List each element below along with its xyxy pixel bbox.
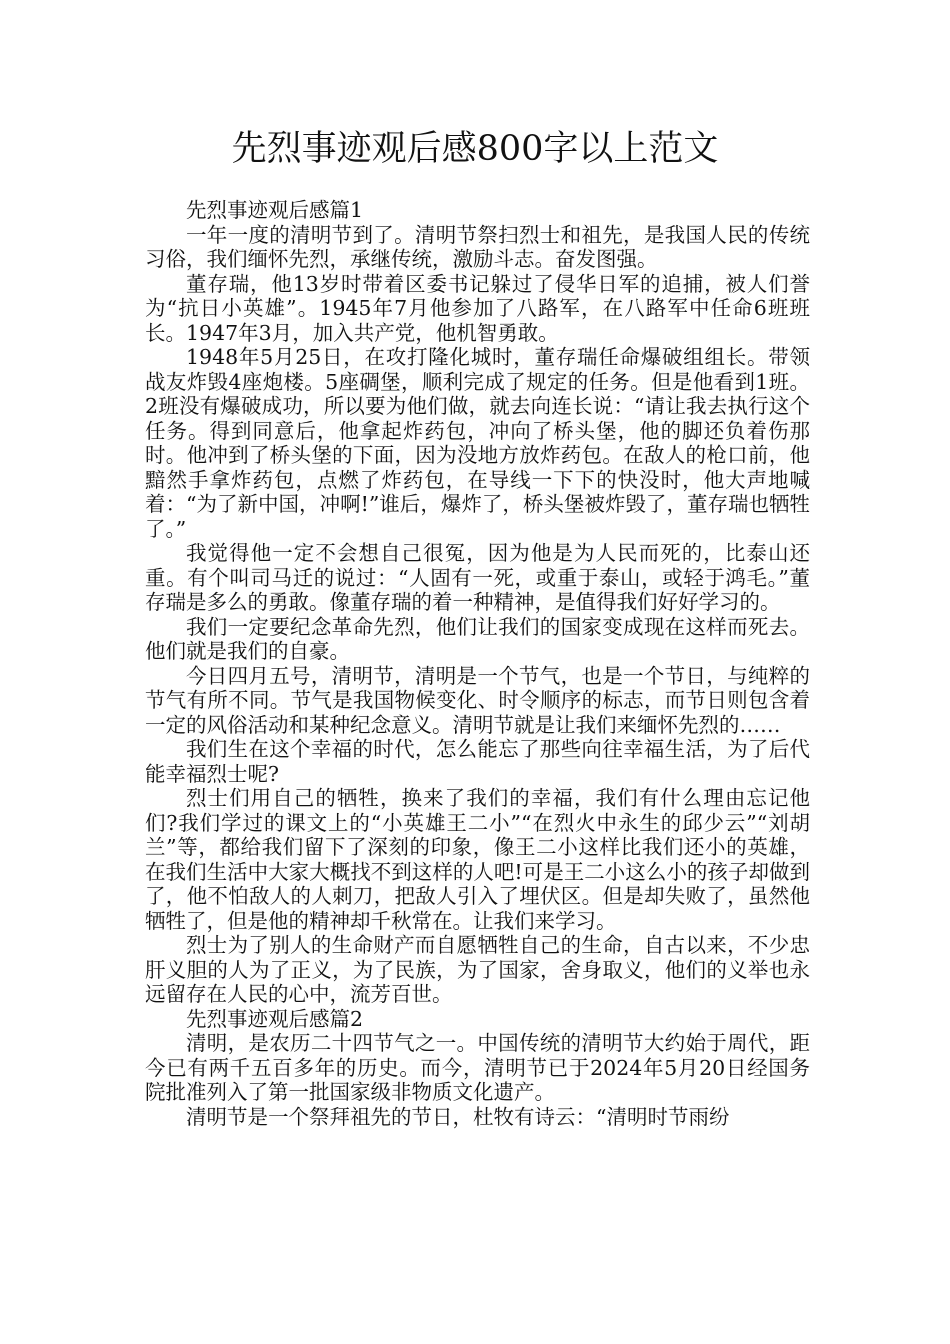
paragraph: 烈士们用自己的牺牲，换来了我们的幸福，我们有什么理由忘记他们?我们学过的课文上的“小英雄王二小”“在烈火中永生的邱少云”“刘胡兰”等，都给我们留下了深刻的印象，像王二小这样比我们还小的英雄，在我们生活中大家大概找不到这样的人吧!可是王二小这么小的孩子却做到了，他不怕敌人的人刺刀，把敌人引入了埋伏区。但是却失败了，虽然他牺牲了，但是他的精神却千秋常在。让我们来学习。 (145, 786, 810, 933)
paragraph: 清明，是农历二十四节气之一。中国传统的清明节大约始于周代，距今已有两千五百多年的历史。而今，清明节已于2024年5月20日经国务院批准列入了第一批国家级非物质文化遗产。 (145, 1031, 810, 1104)
document-title: 先烈事迹观后感800字以上范文 (231, 129, 719, 169)
paragraph: 我们生在这个幸福的时代，怎么能忘了那些向往幸福生活，为了后代能幸福烈士呢? (145, 737, 810, 786)
paragraph: 我们一定要纪念革命先烈，他们让我们的国家变成现在这样而死去。他们就是我们的自豪。 (145, 614, 810, 663)
document-body (145, 198, 810, 1129)
paragraph: 今日四月五号，清明节，清明是一个节气，也是一个节日，与纯粹的节气有所不同。节气是我国物候变化、时令顺序的标志，而节日则包含着一定的风俗活动和某种纪念意义。清明节就是让我们来缅怀先烈的…… (145, 663, 810, 737)
paragraph: 烈士为了别人的生命财产而自愿牺牲自己的生命，自古以来，不少忠肝义胆的人为了正义，为了民族，为了国家，舍身取义，他们的义举也永远留存在人民的心中，流芳百世。 (145, 933, 810, 1006)
paragraph: 1948年5月25日，在攻打隆化城时，董存瑞任命爆破组组长。带领战友炸毁4座炮楼。5座碉堡，顺利完成了规定的任务。但是他看到1班。2班没有爆破成功，所以要为他们做，就去向连长说：“请让我去执行这个任务。得到同意后，他拿起炸药包，冲向了桥头堡，他的脚还负着伤那时。他冲到了桥头堡的下面，因为没地方放炸药包。在敌人的枪口前，他黯然手拿炸药包，点燃了炸药包，在导线一下下的快没时，他大声地喊着：“为了新中国，冲啊!”谁后，爆炸了，桥头堡被炸毁了，董存瑞也牺牲了。” (145, 345, 810, 541)
paragraph: 我觉得他一定不会想自己很冤，因为他是为人民而死的，比泰山还重。有个叫司马迁的说过：“人固有一死，或重于泰山，或轻于鸿毛。”董存瑞是多么的勇敢。像董存瑞的着一种精神，是值得我们好好学习的。 (145, 541, 810, 614)
paragraph: 一年一度的清明节到了。清明节祭扫烈士和祖先，是我国人民的传统习俗，我们缅怀先烈，承继传统，激励斗志。奋发图强。 (145, 222, 810, 271)
section-heading: 先烈事迹观后感篇1 (186, 198, 364, 222)
section-heading: 先烈事迹观后感篇2 (186, 1006, 364, 1031)
paragraph: 清明节是一个祭拜祖先的节日，杜牧有诗云：“清明时节雨纷 (186, 1104, 730, 1129)
paragraph: 董存瑞，他13岁时带着区委书记躲过了侵华日军的追捕，被人们誉为“抗日小英雄”。1945年7月他参加了八路军，在八路军中任命6班班长。1947年3月，加入共产党，他机智勇敢。 (145, 271, 810, 345)
